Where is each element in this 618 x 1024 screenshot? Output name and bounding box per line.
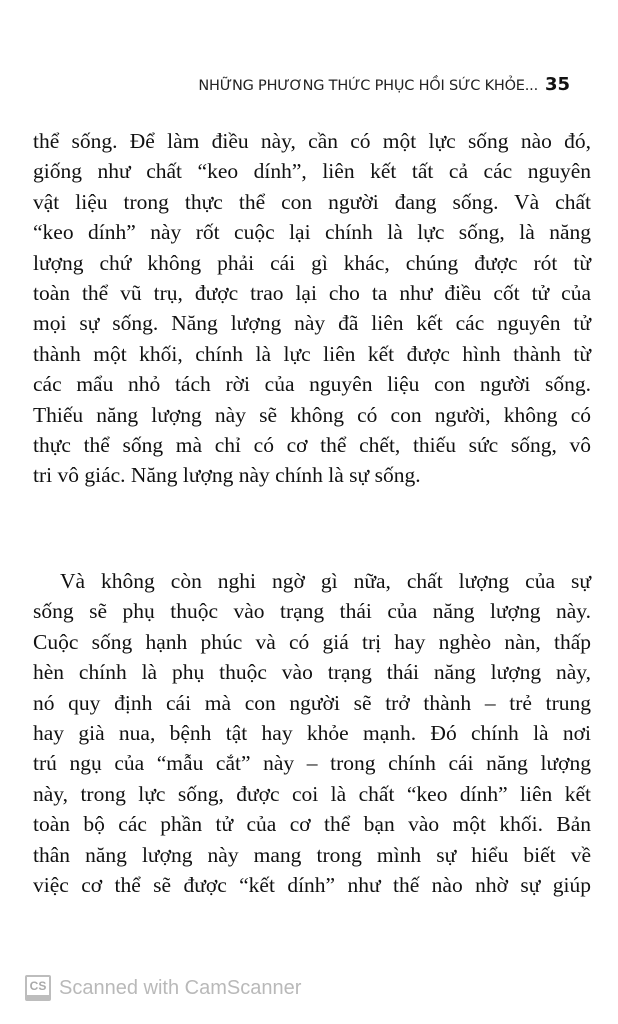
text-line: lượng chứ không phải cái gì khác, chúng được rót từ [33, 250, 591, 275]
camscanner-watermark [25, 975, 301, 1001]
text-line: các mẩu nhỏ tách rời của nguyên liệu con người sống. [33, 372, 591, 397]
text-line: thực thể sống mà chỉ có cơ thể chết, thiếu sức sống, vô [33, 432, 591, 457]
running-header: NHỮNG PHƯƠNG THỨC PHỤC HỒI SỨC KHỎE... [198, 78, 538, 94]
text-line: toàn bộ các phần tử của cơ thể bạn vào một khối. Bản [33, 812, 591, 837]
text-line: Thiếu năng lượng này sẽ không có con người, không có [33, 402, 591, 427]
text-line: Cuộc sống hạnh phúc và có giá trị hay nghèo nàn, thấp [33, 629, 591, 654]
text-line: giống như chất “keo dính”, liên kết tất cả các nguyên [33, 159, 591, 184]
text-line: này, trong lực sống, được coi là chất “keo dính” liên kết [33, 781, 591, 806]
text-line: thân năng lượng này mang trong mình sự hiểu biết về [33, 842, 591, 867]
text-line: trú ngụ của “mẫu cắt” này – trong chính cái năng lượng [33, 751, 591, 776]
text-line: Và không còn nghi ngờ gì nữa, chất lượng của sự [60, 569, 591, 593]
text-line: “keo dính” này rốt cuộc lại chính là lực sống, là năng [33, 220, 591, 245]
text-line: mọi sự sống. Năng lượng này đã liên kết các nguyên tử [33, 311, 591, 336]
text-line: thành một khối, chính là lực liên kết được hình thành từ [33, 341, 591, 366]
text-line: tri vô giác. Năng lượng này chính là sự sống. [33, 463, 421, 488]
text-line: nó quy định cái mà con người sẽ trở thành – trẻ trung [33, 690, 591, 715]
text-line: sống sẽ phụ thuộc vào trạng thái của năng lượng này. [33, 599, 591, 624]
paragraph-2 [33, 566, 591, 900]
text-line: vật liệu trong thực thể con người đang sống. Và chất [33, 189, 591, 214]
camscanner-logo-icon: CS [25, 975, 51, 1001]
paragraph-1 [33, 126, 591, 491]
text-line: việc cơ thể sẽ được “kết dính” như thế nào nhờ sự giúp [33, 872, 591, 897]
text-line: toàn thể vũ trụ, được trao lại cho ta như điều cốt tử của [33, 280, 591, 305]
text-line: thể sống. Để làm điều này, cần có một lực sống nào đó, [33, 129, 591, 153]
watermark-text: Scanned with CamScanner [59, 976, 302, 999]
text-line: hay già nua, bệnh tật hay khỏe mạnh. Đó chính là nơi [33, 720, 591, 745]
text-line: hèn chính là phụ thuộc vào trạng thái năng lượng này, [33, 660, 591, 685]
page-number: 35 [544, 74, 570, 95]
